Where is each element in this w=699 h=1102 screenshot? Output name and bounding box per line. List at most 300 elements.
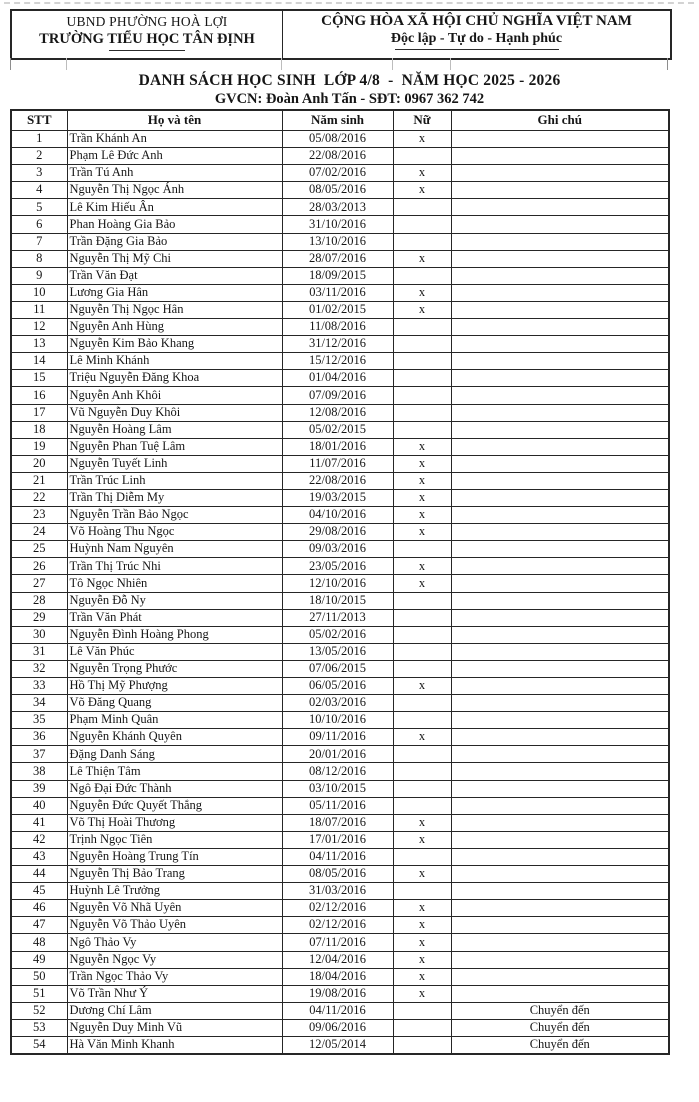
cell-female (393, 541, 451, 558)
cell-female: x (393, 900, 451, 917)
cell-note: Chuyển đến (451, 1019, 669, 1036)
cell-stt: 18 (11, 421, 67, 438)
column-header-stt: STT (11, 110, 67, 131)
cell-stt: 50 (11, 968, 67, 985)
cell-note (451, 507, 669, 524)
table-row (11, 934, 669, 951)
cell-note (451, 250, 669, 267)
cell-dob: 01/02/2015 (282, 301, 393, 318)
cell-stt: 3 (11, 165, 67, 182)
cell-dob: 08/12/2016 (282, 763, 393, 780)
cell-stt: 31 (11, 643, 67, 660)
cell-dob: 12/05/2014 (282, 1036, 393, 1054)
cell-female (393, 387, 451, 404)
cell-stt: 13 (11, 336, 67, 353)
table-row (11, 438, 669, 455)
cell-female (393, 660, 451, 677)
cell-dob: 23/05/2016 (282, 558, 393, 575)
cell-name: Nguyễn Đức Quyết Thắng (67, 797, 282, 814)
grid-tick (66, 58, 67, 70)
cell-female: x (393, 165, 451, 182)
cell-name: Đặng Danh Sáng (67, 746, 282, 763)
cell-name: Trần Văn Đạt (67, 267, 282, 284)
cell-name: Lương Gia Hân (67, 284, 282, 301)
cell-female: x (393, 968, 451, 985)
letterhead-motto-block (283, 11, 670, 58)
cell-stt: 37 (11, 746, 67, 763)
cell-female (393, 797, 451, 814)
cell-female (393, 746, 451, 763)
cell-note (451, 695, 669, 712)
cell-name: Nguyễn Thị Mỹ Chi (67, 250, 282, 267)
cell-note (451, 900, 669, 917)
cell-female: x (393, 951, 451, 968)
cell-name: Nguyễn Võ Nhã Uyên (67, 900, 282, 917)
cell-note (451, 284, 669, 301)
cell-dob: 07/11/2016 (282, 934, 393, 951)
cell-name: Nguyễn Duy Minh Vũ (67, 1019, 282, 1036)
cell-stt: 19 (11, 438, 67, 455)
cell-dob: 15/12/2016 (282, 353, 393, 370)
table-row (11, 131, 669, 148)
cell-dob: 27/11/2013 (282, 609, 393, 626)
cell-name: Nguyễn Ngọc Vy (67, 951, 282, 968)
cell-stt: 8 (11, 250, 67, 267)
cell-stt: 4 (11, 182, 67, 199)
cell-name: Trần Tú Anh (67, 165, 282, 182)
table-row (11, 1036, 669, 1054)
table-row (11, 370, 669, 387)
cell-stt: 16 (11, 387, 67, 404)
cell-name: Võ Trần Như Ý (67, 985, 282, 1002)
cell-stt: 2 (11, 148, 67, 165)
table-row (11, 507, 669, 524)
table-row (11, 421, 669, 438)
cell-dob: 07/09/2016 (282, 387, 393, 404)
cell-note (451, 917, 669, 934)
cell-stt: 26 (11, 558, 67, 575)
cell-stt: 29 (11, 609, 67, 626)
cell-stt: 14 (11, 353, 67, 370)
cell-dob: 08/05/2016 (282, 866, 393, 883)
cell-dob: 06/05/2016 (282, 678, 393, 695)
cell-note (451, 182, 669, 199)
cell-female (393, 148, 451, 165)
cell-female: x (393, 438, 451, 455)
cell-stt: 28 (11, 592, 67, 609)
cell-note (451, 233, 669, 250)
cell-name: Nguyễn Kim Bảo Khang (67, 336, 282, 353)
cell-dob: 05/02/2015 (282, 421, 393, 438)
cell-female: x (393, 489, 451, 506)
cell-name: Vũ Nguyễn Duy Khôi (67, 404, 282, 421)
grid-tick (450, 58, 451, 70)
cell-female: x (393, 985, 451, 1002)
cell-female: x (393, 729, 451, 746)
table-header-row (11, 110, 669, 131)
cell-note: Chuyển đến (451, 1036, 669, 1054)
cell-female (393, 319, 451, 336)
cell-note: Chuyển đến (451, 1002, 669, 1019)
cell-stt: 21 (11, 472, 67, 489)
cell-name: Phạm Lê Đức Anh (67, 148, 282, 165)
cell-dob: 13/10/2016 (282, 233, 393, 250)
cell-dob: 04/11/2016 (282, 1002, 393, 1019)
table-row (11, 250, 669, 267)
table-row (11, 541, 669, 558)
cell-stt: 24 (11, 524, 67, 541)
cell-note (451, 985, 669, 1002)
page-title: DANH SÁCH HỌC SINH LỚP 4/8 - NĂM HỌC 2025 - 2026 (138, 72, 561, 89)
table-row (11, 404, 669, 421)
cell-stt: 33 (11, 678, 67, 695)
cell-female (393, 592, 451, 609)
table-row (11, 199, 669, 216)
cell-female: x (393, 284, 451, 301)
cell-note (451, 301, 669, 318)
table-row (11, 831, 669, 848)
cell-female: x (393, 131, 451, 148)
cell-dob: 05/08/2016 (282, 131, 393, 148)
cell-name: Trần Trúc Linh (67, 472, 282, 489)
cell-name: Trần Thị Diễm My (67, 489, 282, 506)
table-row (11, 695, 669, 712)
cell-stt: 23 (11, 507, 67, 524)
cell-note (451, 814, 669, 831)
cell-female (393, 370, 451, 387)
cell-note (451, 558, 669, 575)
cell-name: Phạm Minh Quân (67, 712, 282, 729)
cell-name: Võ Hoàng Thu Ngọc (67, 524, 282, 541)
cell-note (451, 199, 669, 216)
cell-female: x (393, 866, 451, 883)
cell-note (451, 148, 669, 165)
cell-dob: 31/12/2016 (282, 336, 393, 353)
cell-note (451, 472, 669, 489)
cell-dob: 29/08/2016 (282, 524, 393, 541)
cell-note (451, 267, 669, 284)
cell-note (451, 609, 669, 626)
cell-note (451, 353, 669, 370)
cell-name: Nguyễn Hoàng Trung Tín (67, 848, 282, 865)
cell-dob: 08/05/2016 (282, 182, 393, 199)
table-row (11, 951, 669, 968)
cell-stt: 49 (11, 951, 67, 968)
cell-name: Lê Văn Phúc (67, 643, 282, 660)
cell-name: Hà Văn Minh Khanh (67, 1036, 282, 1054)
student-table (10, 109, 670, 1055)
cell-dob: 18/04/2016 (282, 968, 393, 985)
cell-female (393, 421, 451, 438)
cell-name: Nguyễn Anh Hùng (67, 319, 282, 336)
cell-note (451, 831, 669, 848)
column-header-female: Nữ (393, 110, 451, 131)
table-row (11, 780, 669, 797)
cell-dob: 20/01/2016 (282, 746, 393, 763)
cell-stt: 32 (11, 660, 67, 677)
cell-stt: 12 (11, 319, 67, 336)
cell-note (451, 678, 669, 695)
cell-name: Tô Ngọc Nhiên (67, 575, 282, 592)
cell-name: Nguyễn Phan Tuệ Lâm (67, 438, 282, 455)
letterhead (10, 9, 672, 60)
cell-female (393, 643, 451, 660)
cell-stt: 35 (11, 712, 67, 729)
cell-female (393, 848, 451, 865)
cell-female (393, 353, 451, 370)
column-header-name: Họ và tên (67, 110, 282, 131)
table-row (11, 489, 669, 506)
cell-stt: 45 (11, 883, 67, 900)
cell-dob: 03/10/2015 (282, 780, 393, 797)
cell-dob: 18/10/2015 (282, 592, 393, 609)
cell-stt: 15 (11, 370, 67, 387)
cell-dob: 31/03/2016 (282, 883, 393, 900)
cell-name: Ngô Đại Đức Thành (67, 780, 282, 797)
cell-dob: 11/08/2016 (282, 319, 393, 336)
cell-female (393, 216, 451, 233)
cell-stt: 34 (11, 695, 67, 712)
cell-name: Hồ Thị Mỹ Phượng (67, 678, 282, 695)
cell-female (393, 233, 451, 250)
cell-stt: 22 (11, 489, 67, 506)
table-row (11, 592, 669, 609)
cell-note (451, 541, 669, 558)
cell-female (393, 336, 451, 353)
cell-stt: 30 (11, 626, 67, 643)
grid-tick (10, 58, 11, 70)
table-row (11, 660, 669, 677)
grid-tick (667, 58, 668, 70)
cell-stt: 53 (11, 1019, 67, 1036)
underline-rule (395, 49, 559, 50)
table-row (11, 609, 669, 626)
cell-note (451, 455, 669, 472)
cell-dob: 11/07/2016 (282, 455, 393, 472)
cell-female (393, 199, 451, 216)
cell-female: x (393, 814, 451, 831)
cell-name: Nguyễn Thị Bảo Trang (67, 866, 282, 883)
column-header-note: Ghi chú (451, 110, 669, 131)
table-row (11, 319, 669, 336)
cell-note (451, 968, 669, 985)
cell-note (451, 592, 669, 609)
cell-female: x (393, 831, 451, 848)
cell-stt: 40 (11, 797, 67, 814)
cell-note (451, 883, 669, 900)
cell-dob: 05/02/2016 (282, 626, 393, 643)
table-row (11, 558, 669, 575)
student-table-body (11, 131, 669, 1055)
cell-name: Lê Kim Hiếu Ân (67, 199, 282, 216)
cell-note (451, 934, 669, 951)
cell-stt: 6 (11, 216, 67, 233)
table-row (11, 917, 669, 934)
cell-dob: 07/02/2016 (282, 165, 393, 182)
cell-stt: 27 (11, 575, 67, 592)
cell-stt: 7 (11, 233, 67, 250)
cell-note (451, 643, 669, 660)
cell-dob: 02/12/2016 (282, 917, 393, 934)
cell-name: Nguyễn Võ Thảo Uyên (67, 917, 282, 934)
cell-name: Nguyễn Trọng Phước (67, 660, 282, 677)
cell-name: Trần Thị Trúc Nhi (67, 558, 282, 575)
cell-name: Nguyễn Tuyết Linh (67, 455, 282, 472)
cell-stt: 10 (11, 284, 67, 301)
cell-note (451, 712, 669, 729)
table-row (11, 216, 669, 233)
cell-note (451, 131, 669, 148)
cell-stt: 5 (11, 199, 67, 216)
cell-note (451, 319, 669, 336)
table-row (11, 985, 669, 1002)
cell-female: x (393, 507, 451, 524)
cell-stt: 1 (11, 131, 67, 148)
table-row (11, 575, 669, 592)
cell-female (393, 1019, 451, 1036)
cell-stt: 46 (11, 900, 67, 917)
table-row (11, 1002, 669, 1019)
cell-name: Triệu Nguyễn Đăng Khoa (67, 370, 282, 387)
cell-dob: 18/07/2016 (282, 814, 393, 831)
cell-stt: 38 (11, 763, 67, 780)
cell-name: Trần Đặng Gia Bảo (67, 233, 282, 250)
national-motto-line1: CỘNG HÒA XÃ HỘI CHỦ NGHĨA VIỆT NAM (321, 13, 632, 29)
cell-note (451, 763, 669, 780)
cell-note (451, 626, 669, 643)
cell-female (393, 883, 451, 900)
table-row (11, 1019, 669, 1036)
cell-note (451, 780, 669, 797)
cell-female (393, 267, 451, 284)
cell-dob: 28/03/2013 (282, 199, 393, 216)
table-row (11, 678, 669, 695)
cell-name: Võ Thị Hoài Thương (67, 814, 282, 831)
table-row (11, 626, 669, 643)
cell-stt: 47 (11, 917, 67, 934)
cell-name: Nguyễn Thị Ngọc Ánh (67, 182, 282, 199)
cell-dob: 19/08/2016 (282, 985, 393, 1002)
cell-dob: 09/03/2016 (282, 541, 393, 558)
cell-female (393, 609, 451, 626)
table-row (11, 267, 669, 284)
cell-name: Ngô Thảo Vy (67, 934, 282, 951)
cell-stt: 48 (11, 934, 67, 951)
cell-stt: 42 (11, 831, 67, 848)
cell-name: Huỳnh Lê Trưởng (67, 883, 282, 900)
cell-stt: 51 (11, 985, 67, 1002)
cell-name: Nguyễn Anh Khôi (67, 387, 282, 404)
cell-name: Nguyễn Trần Bảo Ngọc (67, 507, 282, 524)
cell-dob: 12/04/2016 (282, 951, 393, 968)
cell-dob: 05/11/2016 (282, 797, 393, 814)
cell-dob: 18/09/2015 (282, 267, 393, 284)
cell-female: x (393, 250, 451, 267)
cell-note (451, 797, 669, 814)
cell-note (451, 336, 669, 353)
cell-note (451, 438, 669, 455)
cell-name: Nguyễn Hoàng Lâm (67, 421, 282, 438)
cell-name: Trịnh Ngọc Tiên (67, 831, 282, 848)
cell-note (451, 421, 669, 438)
cell-name: Trần Khánh An (67, 131, 282, 148)
cell-dob: 02/12/2016 (282, 900, 393, 917)
table-row (11, 284, 669, 301)
cell-dob: 10/10/2016 (282, 712, 393, 729)
cell-dob: 03/11/2016 (282, 284, 393, 301)
cell-dob: 17/01/2016 (282, 831, 393, 848)
table-row (11, 763, 669, 780)
cell-female: x (393, 678, 451, 695)
cell-stt: 25 (11, 541, 67, 558)
scan-artifact-line (4, 2, 694, 7)
table-row (11, 182, 669, 199)
org-name-line2: TRƯỜNG TIỂU HỌC TÂN ĐỊNH (39, 31, 255, 47)
cell-note (451, 951, 669, 968)
cell-note (451, 729, 669, 746)
table-row (11, 148, 669, 165)
cell-dob: 22/08/2016 (282, 148, 393, 165)
table-row (11, 387, 669, 404)
table-row (11, 866, 669, 883)
cell-dob: 04/10/2016 (282, 507, 393, 524)
table-row (11, 455, 669, 472)
table-row (11, 472, 669, 489)
underline-rule (109, 50, 185, 51)
cell-dob: 02/03/2016 (282, 695, 393, 712)
cell-note (451, 866, 669, 883)
grid-tick (392, 58, 393, 70)
cell-note (451, 848, 669, 865)
table-row (11, 968, 669, 985)
cell-name: Nguyễn Khánh Quyên (67, 729, 282, 746)
cell-female (393, 763, 451, 780)
cell-name: Trần Ngọc Thảo Vy (67, 968, 282, 985)
table-row (11, 233, 669, 250)
cell-stt: 11 (11, 301, 67, 318)
cell-dob: 31/10/2016 (282, 216, 393, 233)
cell-dob: 28/07/2016 (282, 250, 393, 267)
cell-dob: 09/06/2016 (282, 1019, 393, 1036)
national-motto-line2: Độc lập - Tự do - Hạnh phúc (390, 31, 563, 46)
grid-spacer-row (10, 58, 668, 71)
cell-note (451, 216, 669, 233)
cell-stt: 54 (11, 1036, 67, 1054)
cell-note (451, 370, 669, 387)
cell-stt: 44 (11, 866, 67, 883)
cell-name: Lê Thiện Tâm (67, 763, 282, 780)
cell-stt: 17 (11, 404, 67, 421)
cell-dob: 18/01/2016 (282, 438, 393, 455)
cell-name: Lê Minh Khánh (67, 353, 282, 370)
cell-note (451, 489, 669, 506)
table-row (11, 524, 669, 541)
grid-tick (281, 58, 282, 70)
cell-note (451, 524, 669, 541)
cell-female: x (393, 917, 451, 934)
table-row (11, 746, 669, 763)
column-header-dob: Năm sinh (282, 110, 393, 131)
cell-dob: 19/03/2015 (282, 489, 393, 506)
cell-note (451, 660, 669, 677)
cell-female: x (393, 182, 451, 199)
cell-female: x (393, 575, 451, 592)
table-row (11, 797, 669, 814)
cell-name: Phan Hoàng Gia Bảo (67, 216, 282, 233)
cell-name: Nguyễn Thị Ngọc Hân (67, 301, 282, 318)
cell-female (393, 1036, 451, 1054)
cell-female: x (393, 455, 451, 472)
